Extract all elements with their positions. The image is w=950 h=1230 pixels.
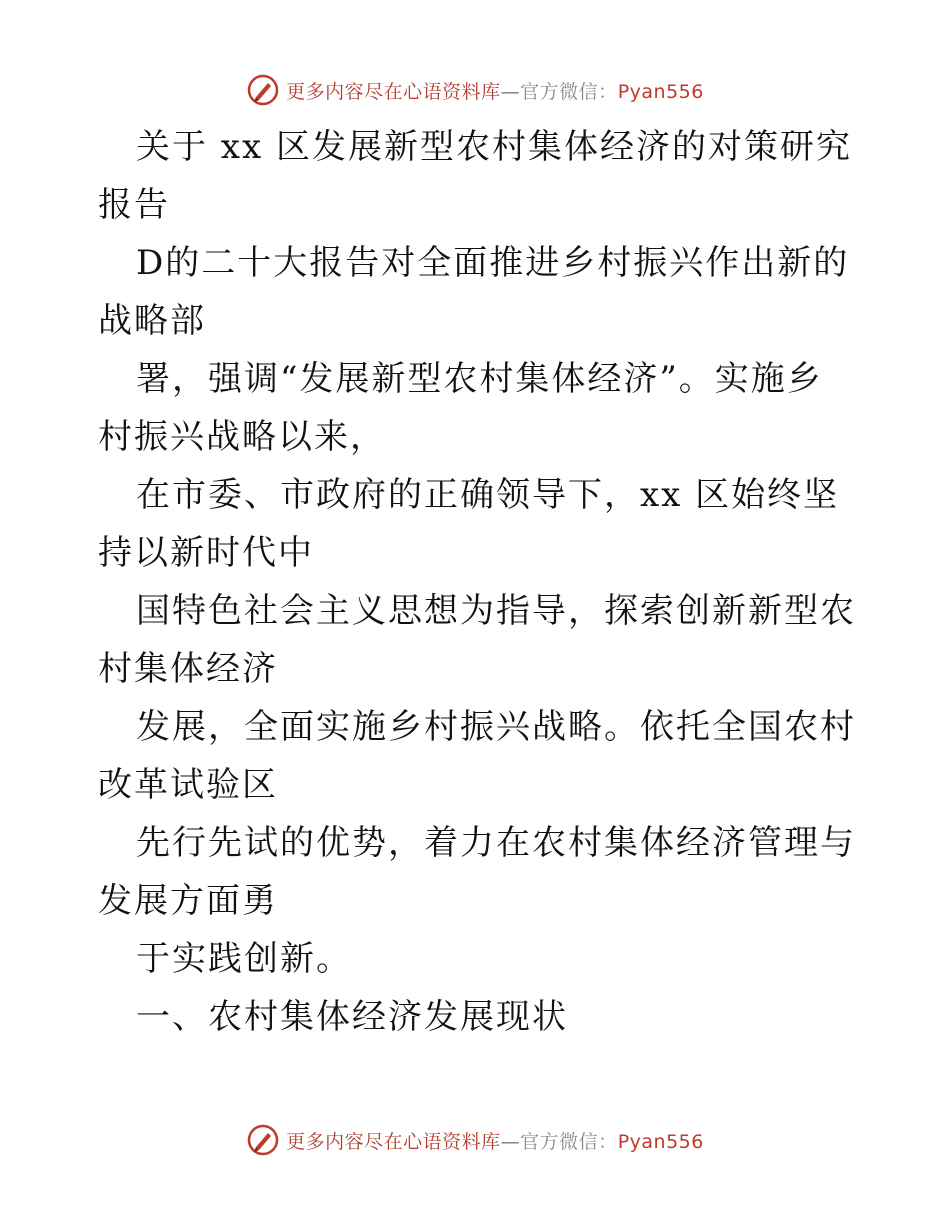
- section-heading: 一、农村集体经济发展现状: [136, 997, 568, 1037]
- paragraph: 先行先试的优势，着力在农村集体经济管理与发展方面勇: [98, 823, 856, 921]
- paragraph: 在市委、市政府的正确领导下，xx 区始终坚持以新时代中: [98, 475, 840, 573]
- watermark-dash: —: [500, 80, 521, 103]
- watermark-text: [286, 1127, 704, 1154]
- watermark-account: Pyan556: [617, 80, 704, 103]
- watermark-text: [286, 77, 704, 104]
- watermark-brand: 更多内容尽在心语资料库: [286, 80, 501, 103]
- document-body: [98, 118, 858, 1046]
- footer-watermark-banner: [0, 1120, 950, 1160]
- watermark-account: Pyan556: [617, 1130, 704, 1153]
- paragraph: 国特色社会主义思想为指导，探索创新新型农村集体经济: [98, 591, 856, 689]
- header-watermark-banner: [0, 70, 950, 110]
- watermark-wechat-label: 官方微信：: [520, 1130, 618, 1153]
- document-title: 关于 xx 区发展新型农村集体经济的对策研究报告: [98, 127, 852, 225]
- watermark-dash: —: [500, 1130, 521, 1153]
- watermark-wechat-label: 官方微信：: [520, 80, 618, 103]
- paragraph: 发展，全面实施乡村振兴战略。依托全国农村改革试验区: [98, 707, 856, 805]
- paragraph: 署，强调“发展新型农村集体经济”。实施乡村振兴战略以来，: [98, 359, 823, 457]
- pen-logo-icon: [246, 73, 280, 107]
- paragraph: 于实践创新。: [136, 939, 352, 979]
- pen-logo-icon: [246, 1123, 280, 1157]
- paragraph: D的二十大报告对全面推进乡村振兴作出新的战略部: [98, 243, 850, 341]
- watermark-brand: 更多内容尽在心语资料库: [286, 1130, 501, 1153]
